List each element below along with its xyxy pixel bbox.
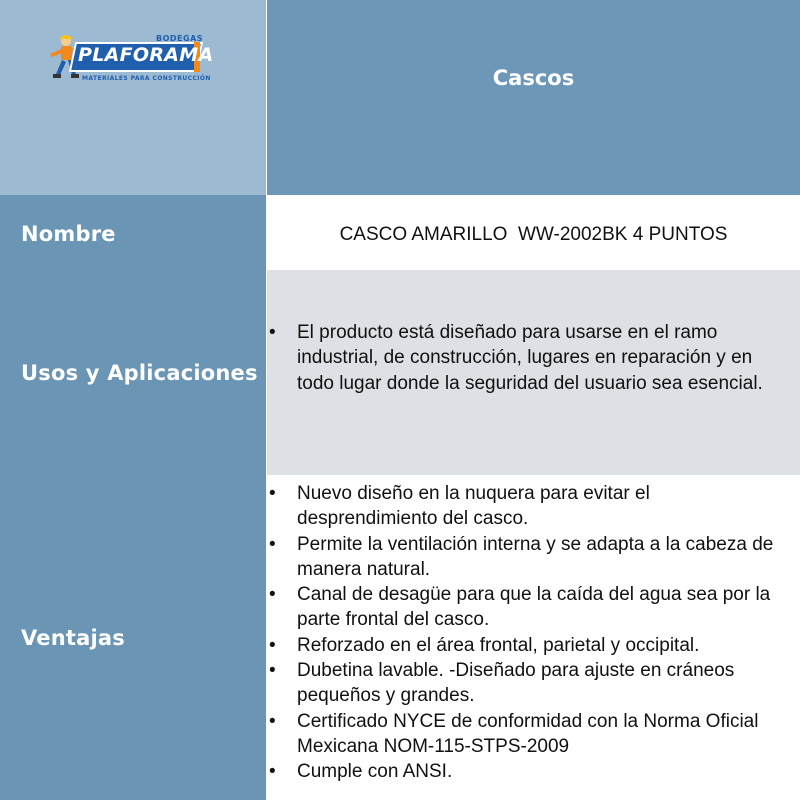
uses-item-text: El producto está diseñado para usarse en el ramo industrial, de construcción, lugares en reparación y en todo lugar donde la seguridad del usuario sea esencial.	[297, 322, 763, 394]
name-row	[0, 195, 800, 270]
uses-list	[267, 320, 787, 396]
advantages-label-cell	[0, 475, 266, 800]
uses-label: Usos y Aplicaciones	[21, 361, 258, 385]
advantage-text: Certificado NYCE de conformidad con la Norma Oficial Mexicana NOM-115-STPS-2009	[297, 710, 759, 757]
list-item	[267, 532, 787, 583]
advantages-list	[267, 481, 787, 785]
advantage-text: Canal de desagüe para que la caída del agua sea por la parte frontal del casco.	[297, 584, 771, 631]
uses-label-cell	[0, 270, 266, 475]
advantages-label: Ventajas	[21, 626, 125, 650]
advantages-row	[0, 475, 800, 800]
name-label-cell	[0, 195, 266, 270]
list-item	[267, 633, 787, 658]
advantages-value-cell	[267, 475, 800, 800]
product-name: CASCO AMARILLO WW-2002BK 4 PUNTOS	[339, 224, 728, 245]
logo-top-text: BODEGAS	[156, 34, 204, 43]
logo-cell	[0, 0, 266, 195]
list-item	[267, 582, 787, 633]
list-item	[267, 709, 787, 760]
bullet-icon: •	[269, 710, 276, 732]
bullet-icon: •	[269, 660, 276, 682]
header-row	[0, 0, 800, 195]
name-value-cell	[267, 195, 800, 270]
bullet-icon: •	[269, 533, 276, 555]
list-item	[267, 481, 787, 532]
name-label: Nombre	[21, 222, 116, 246]
bullet-icon: •	[269, 634, 276, 656]
bullet-icon: •	[269, 584, 276, 606]
logo-brand-text: PLAFORAMA	[78, 44, 214, 66]
bullet-icon: •	[269, 761, 276, 783]
advantage-text: Dubetina lavable. -Diseñado para ajuste en cráneos pequeños y grandes.	[297, 660, 735, 707]
uses-value-cell	[267, 270, 800, 475]
bullet-icon: •	[269, 483, 276, 504]
list-item	[267, 759, 787, 784]
list-item	[267, 658, 787, 709]
advantage-text: Reforzado en el área frontal, parietal y occipital.	[297, 634, 700, 656]
page-title: Cascos	[492, 66, 575, 90]
advantage-text: Permite la ventilación interna y se adapta a la cabeza de manera natural.	[297, 533, 774, 580]
list-item	[267, 320, 787, 396]
uses-row	[0, 270, 800, 475]
advantage-text: Nuevo diseño en la nuquera para evitar el desprendimiento del casco.	[297, 483, 650, 530]
logo-tagline: MATERIALES PARA CONSTRUCCIÓN	[82, 75, 211, 82]
title-cell	[267, 0, 800, 195]
bullet-icon: •	[269, 322, 276, 343]
advantage-text: Cumple con ANSI.	[297, 761, 453, 783]
plaforama-logo	[44, 32, 214, 88]
